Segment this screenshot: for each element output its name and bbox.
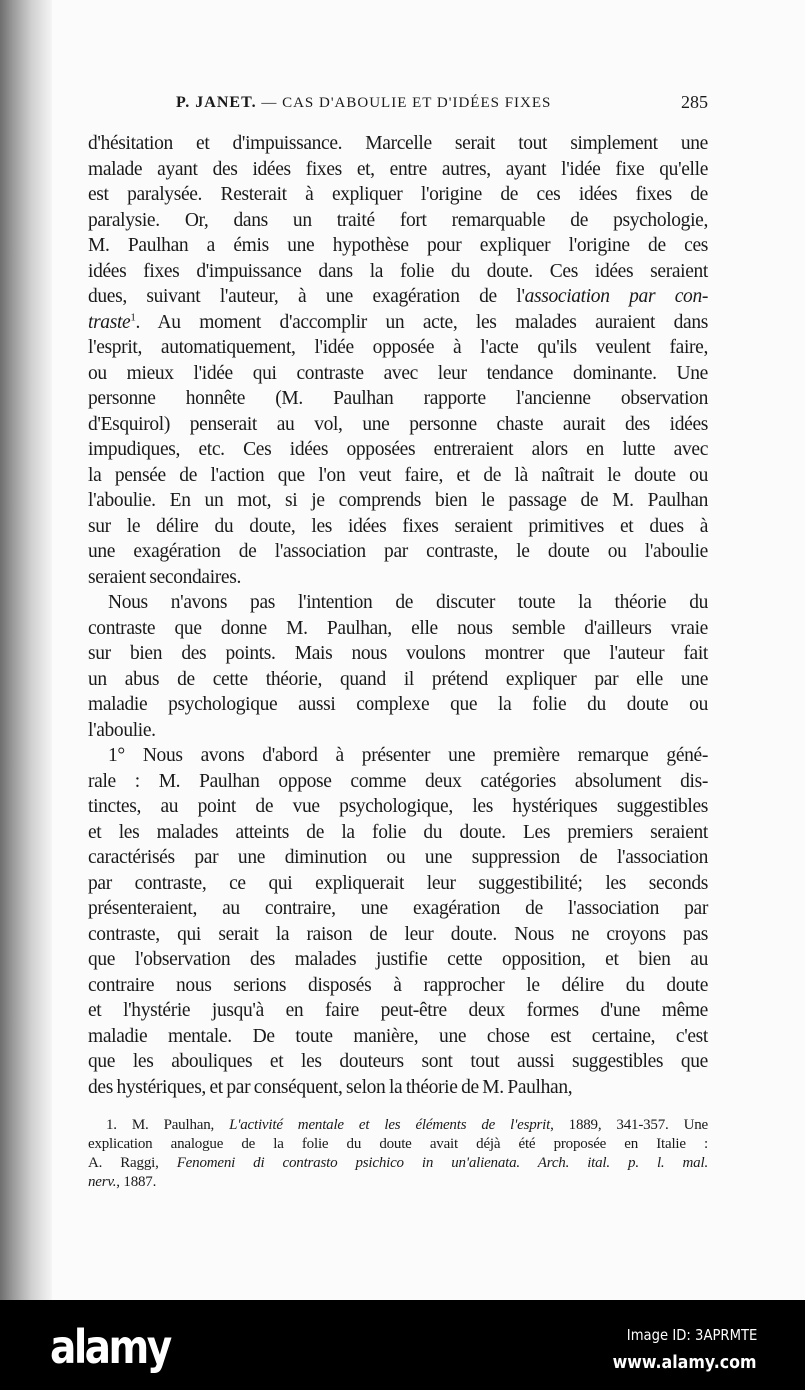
header-author: P. JANET. [176,94,257,111]
text-line [88,667,708,693]
text-span: une exagération de l'association par contraste, le doute ou l'aboulie [88,541,708,562]
text-span: , 1887. [116,1174,157,1190]
text-span: , 1889, 341-357. Une [550,1117,708,1133]
italic-text: nerv. [88,1174,117,1190]
footnote-line [88,1173,708,1192]
footnotes [88,1116,708,1192]
text-span: et l'hystérie jusqu'à en faire peut-être deux formes d'une même [88,1000,708,1021]
text-line [88,1049,708,1075]
text-span: la pensée de l'action que l'on veut faire, et de là naîtrait le doute ou [88,464,708,486]
header-title: — CAS D'ABOULIE ET D'IDÉES FIXES [261,95,552,111]
book-gutter-shadow [0,0,52,1300]
website-url: www.alamy.com [613,1352,757,1373]
text-line [88,896,708,922]
text-line [88,361,708,387]
text-span: rale : M. Paulhan oppose comme deux catégories absolument dis- [88,770,708,792]
text-span: Nous n'avons pas l'intention de discuter toute la théorie du [108,592,708,613]
text-line [88,208,708,234]
text-line [88,871,708,897]
text-span: explication analogue de la folie du doute avait déjà été proposée en Italie : [88,1136,708,1152]
text-line [88,1075,708,1101]
footnote-ref[interactable]: 1 [130,311,136,323]
italic-text: traste [88,311,131,333]
body-text [88,131,708,1100]
text-line [88,463,708,489]
footnote-line [88,1116,708,1135]
italic-text: association par con- [524,286,708,307]
text-span: est paralysée. Resterait à expliquer l'origine de ces idées fixes de [88,184,708,205]
text-span: et les malades atteints de la folie du doute. Les premiers seraient [88,821,708,843]
text-line [88,131,708,157]
text-line [88,692,708,718]
text-span: d'Esquirol) penserait au vol, une personne chaste aurait des idées [88,413,708,435]
text-span: contraste que donne M. Paulhan, elle nous semble d'ailleurs vraie [88,617,708,639]
text-span: l'esprit, automatiquement, l'idée opposée à l'acte qu'ils veulent faire, [88,337,708,358]
text-span: A. Raggi, [88,1155,177,1171]
text-line [88,998,708,1024]
text-line [88,845,708,871]
text-span: idées fixes d'impuissance dans la folie du doute. Ces idées seraient [88,260,708,282]
text-span: 1° Nous avons d'abord à présenter une première remarque géné- [108,745,708,766]
text-line [88,539,708,565]
text-span: ou mieux l'idée qui contraste avec leur tendance dominante. Une [88,362,708,384]
text-line [88,922,708,948]
page-number: 285 [681,92,708,112]
running-header [88,92,708,116]
text-line [88,157,708,183]
text-line [88,820,708,846]
text-span: malade ayant des idées fixes et, entre autres, ayant l'idée fixe qu'elle [88,158,708,180]
footnote-line [88,1135,708,1154]
text-line [88,310,708,336]
text-span: dues, suivant l'auteur, à une exagération de l' [88,286,525,307]
text-span: par contraste, ce qui expliquerait leur suggestibilité; les seconds [88,872,708,894]
text-line [88,769,708,795]
text-span: présenteraient, au contraire, une exagération de l'association par [88,898,708,919]
text-line [88,182,708,208]
text-line [88,590,708,616]
text-line [88,233,708,259]
text-line [88,284,708,310]
alamy-logo: alamy [50,1320,170,1374]
text-span: 1. M. Paulhan, [106,1117,230,1133]
text-span: que l'observation des malades justifie cette opposition, et bien au [88,949,708,970]
text-span: sur le délire du doute, les idées fixes seraient primitives et dues à [88,515,708,537]
text-span: maladie psychologique aussi complexe que la folie du doute ou [88,694,708,715]
text-span: paralysie. Or, dans un traité fort remarquable de psychologie, [88,209,708,231]
italic-text: Fenomeni di contrasto psichico in un'alienata. Arch. ital. p. l. mal. [176,1155,708,1171]
text-span: caractérisés par une diminution ou une suppression de l'association [88,847,708,868]
text-line [88,565,708,591]
text-span: sur bien des points. Mais nous voulons montrer que l'auteur fait [88,643,708,664]
text-line [88,743,708,769]
running-title [176,94,551,112]
footnote-line [88,1154,708,1173]
text-line [88,259,708,285]
text-span: des hystériques, et par conséquent, selon la théorie de M. Paulhan, [88,1076,573,1098]
text-line [88,386,708,412]
text-line [88,488,708,514]
text-span: maladie mentale. De toute manière, une chose est certaine, c'est [88,1025,708,1047]
image-id: Image ID: 3APRMTE [626,1326,757,1344]
text-line [88,514,708,540]
text-line [88,794,708,820]
text-span: contraste, qui serait la raison de leur doute. Nous ne croyons pas [88,923,708,945]
text-span: l'aboulie. [88,719,156,741]
text-span: . Au moment d'accomplir un acte, les malades auraient dans [135,311,708,333]
italic-text: L'activité mentale et les éléments de l'esprit [229,1117,551,1133]
text-line [88,641,708,667]
text-span: M. Paulhan a émis une hypothèse pour expliquer l'origine de ces [88,235,708,256]
text-line [88,947,708,973]
text-span: un abus de cette théorie, quand il prétend expliquer par elle une [88,668,708,690]
text-line [88,437,708,463]
text-span: l'aboulie. En un mot, si je comprends bien le passage de M. Paulhan [88,490,708,511]
text-span: personne honnête (M. Paulhan rapporte l'ancienne observation [88,388,708,409]
text-span: tinctes, au point de vue psychologique, les hystériques suggestibles [88,796,708,817]
text-line [88,1024,708,1050]
text-span: d'hésitation et d'impuissance. Marcelle serait tout simplement une [88,133,708,154]
text-span: contraire nous serions disposés à rapprocher le délire du doute [88,974,708,996]
text-span: seraient secondaires. [88,566,241,588]
watermark-bar [0,1300,805,1390]
text-span: que les abouliques et les douteurs sont tout aussi suggestibles que [88,1051,708,1072]
text-line [88,335,708,361]
text-line [88,412,708,438]
text-line [88,718,708,744]
text-line [88,616,708,642]
text-line [88,973,708,999]
text-span: impudiques, etc. Ces idées opposées entreraient alors en lutte avec [88,439,708,460]
